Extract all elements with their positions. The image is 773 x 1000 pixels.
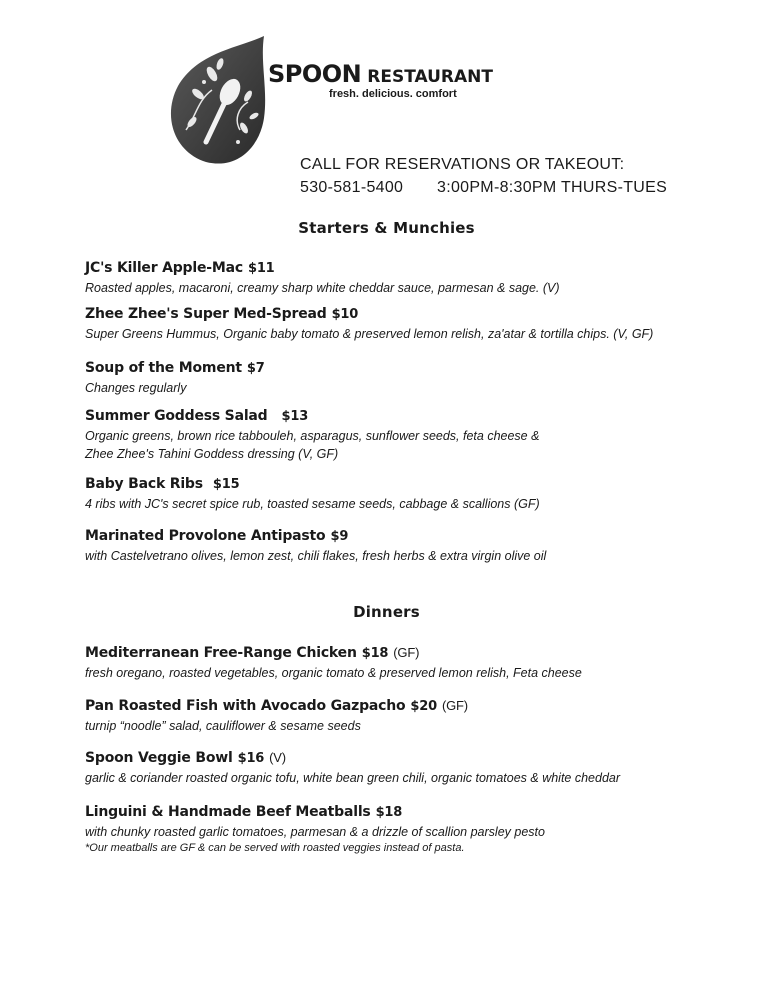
menu-item (85, 802, 745, 856)
restaurant-name (268, 60, 493, 88)
item-price: $20 (410, 699, 437, 714)
item-name: Linguini & Handmade Beef Meatballs (85, 804, 371, 820)
item-price: $7 (246, 361, 265, 376)
item-name: Pan Roasted Fish with Avocado Gazpacho (85, 698, 406, 714)
item-description: Super Greens Hummus, Organic baby tomato & preserved lemon relish, za'atar & tortilla chips. (V, GF) (85, 327, 654, 341)
item-description: turnip “noodle” salad, cauliflower & sesame seeds (85, 719, 361, 733)
item-price: $10 (331, 307, 359, 322)
dietary-tag: (V) (269, 750, 286, 765)
item-price: $13 (281, 409, 309, 424)
contact-info (300, 153, 667, 199)
brand-main: SPOON (268, 60, 362, 88)
item-description-line2: Zhee Zhee's Tahini Goddess dressing (V, GF) (85, 447, 339, 461)
item-description: 4 ribs with JC's secret spice rub, toasted sesame seeds, cabbage & scallions (GF) (85, 497, 540, 511)
item-price: $11 (247, 261, 275, 276)
section-title-starters: Starters & Munchies (298, 219, 475, 237)
item-description: garlic & coriander roasted organic tofu, white bean green chili, organic tomatoes & white cheddar (85, 771, 621, 785)
item-price: $18 (375, 805, 403, 820)
hours: 3:00PM-8:30PM THURS-TUES (437, 179, 668, 196)
item-description: with chunky roasted garlic tomatoes, parmesan & a drizzle of scallion parsley pesto (85, 825, 545, 839)
menu-item (85, 406, 745, 463)
item-price: $15 (212, 477, 240, 492)
dietary-tag: (GF) (393, 645, 420, 660)
item-description: Roasted apples, macaroni, creamy sharp white cheddar sauce, parmesan & sage. (V) (85, 281, 560, 295)
leaf-spoon-logo-icon (168, 34, 270, 166)
item-name: Spoon Veggie Bowl (85, 750, 233, 766)
item-name: Mediterranean Free-Range Chicken (85, 645, 357, 661)
item-name: Zhee Zhee's Super Med-Spread (85, 306, 327, 322)
phone-number: 530-581-5400 (300, 179, 404, 196)
reservation-line: CALL FOR RESERVATIONS OR TAKEOUT: (300, 156, 625, 173)
brand-sub: RESTAURANT (367, 67, 493, 87)
menu-item (85, 358, 745, 397)
item-name: Summer Goddess Salad (85, 408, 268, 424)
item-name: Soup of the Moment (85, 360, 242, 376)
item-description: with Castelvetrano olives, lemon zest, chili flakes, fresh herbs & extra virgin olive oil (85, 549, 547, 563)
item-name: Baby Back Ribs (85, 476, 203, 492)
item-description: Changes regularly (85, 381, 187, 395)
menu-item (85, 526, 745, 565)
menu-item (85, 304, 745, 343)
menu-item (85, 643, 745, 682)
phone-hours-line (300, 176, 667, 199)
tagline: fresh. delicious. comfort (329, 88, 457, 100)
item-description: fresh oregano, roasted vegetables, organic tomato & preserved lemon relish, Feta cheese (85, 666, 582, 680)
menu-item (85, 474, 745, 513)
item-price: $18 (361, 646, 389, 661)
dietary-tag: (GF) (441, 698, 468, 713)
item-name: Marinated Provolone Antipasto (85, 528, 326, 544)
item-description: Organic greens, brown rice tabbouleh, asparagus, sunflower seeds, feta cheese & (85, 429, 540, 443)
menu-item (85, 258, 745, 297)
item-price: $16 (237, 751, 265, 766)
section-title-dinners: Dinners (353, 603, 420, 621)
item-price: $9 (330, 529, 349, 544)
item-note: *Our meatballs are GF & can be served with roasted veggies instead of pasta. (85, 842, 465, 854)
menu-item (85, 696, 745, 735)
menu-item (85, 748, 745, 787)
item-name: JC's Killer Apple-Mac (85, 260, 243, 276)
